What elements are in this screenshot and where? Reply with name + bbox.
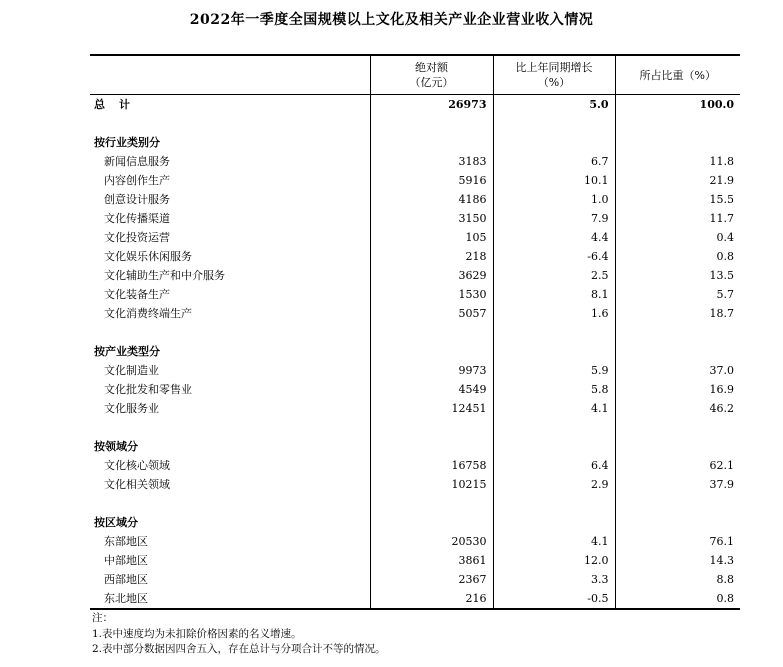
- page-title: 2022年一季度全国规模以上文化及相关产业企业营业收入情况: [189, 12, 594, 28]
- row-label: 文化辅助生产和中介服务: [104, 269, 225, 282]
- total-label: 总计: [94, 98, 144, 111]
- table-row: [90, 285, 740, 304]
- row-growth: -6.4: [493, 247, 615, 266]
- row-abs: 3629: [370, 266, 493, 285]
- section-title: 按领域分: [94, 440, 138, 453]
- row-label: 文化服务业: [104, 402, 159, 415]
- empty-cell: [615, 513, 740, 532]
- table-header-row: [90, 55, 740, 95]
- table-row: [90, 266, 740, 285]
- spacer-cell: [370, 418, 493, 437]
- row-share: 14.3: [615, 551, 740, 570]
- table-row: [90, 247, 740, 266]
- row-label: 中部地区: [104, 554, 148, 567]
- row-growth: -0.5: [493, 589, 615, 609]
- empty-cell: [493, 133, 615, 152]
- spacer-row: [90, 114, 740, 133]
- row-abs: 2367: [370, 570, 493, 589]
- row-label: 文化装备生产: [104, 288, 170, 301]
- row-abs: 5057: [370, 304, 493, 323]
- row-label: 文化娱乐休闲服务: [104, 250, 192, 263]
- row-abs: 105: [370, 228, 493, 247]
- row-label: 东部地区: [104, 535, 148, 548]
- empty-cell: [493, 437, 615, 456]
- row-growth: 4.4: [493, 228, 615, 247]
- row-abs: 20530: [370, 532, 493, 551]
- row-growth: 7.9: [493, 209, 615, 228]
- row-growth: 12.0: [493, 551, 615, 570]
- row-abs: 218: [370, 247, 493, 266]
- header-absolute-line1: 绝对额: [415, 61, 448, 74]
- spacer-cell: [90, 494, 370, 513]
- spacer-cell: [493, 418, 615, 437]
- row-label: 文化批发和零售业: [104, 383, 192, 396]
- total-growth: 5.0: [493, 95, 615, 115]
- row-abs: 12451: [370, 399, 493, 418]
- spacer-cell: [615, 114, 740, 133]
- row-abs: 3861: [370, 551, 493, 570]
- row-abs: 3183: [370, 152, 493, 171]
- spacer-row: [90, 323, 740, 342]
- row-abs: 216: [370, 589, 493, 609]
- section-title: 按行业类别分: [94, 136, 160, 149]
- row-label: 文化传播渠道: [104, 212, 170, 225]
- spacer-cell: [90, 323, 370, 342]
- table-row: [90, 171, 740, 190]
- total-row: [90, 95, 740, 115]
- row-growth: 1.6: [493, 304, 615, 323]
- row-share: 0.4: [615, 228, 740, 247]
- total-abs: 26973: [370, 95, 493, 115]
- row-growth: 5.8: [493, 380, 615, 399]
- table-row: [90, 532, 740, 551]
- row-growth: 6.7: [493, 152, 615, 171]
- row-share: 11.8: [615, 152, 740, 171]
- empty-cell: [370, 513, 493, 532]
- table-row: [90, 570, 740, 589]
- spacer-cell: [615, 494, 740, 513]
- table-row: [90, 228, 740, 247]
- spacer-cell: [615, 323, 740, 342]
- row-growth: 8.1: [493, 285, 615, 304]
- table-row: [90, 551, 740, 570]
- header-growth-line1: 比上年同期增长: [515, 61, 593, 74]
- row-abs: 16758: [370, 456, 493, 475]
- total-share: 100.0: [615, 95, 740, 115]
- section-header-row: [90, 437, 740, 456]
- row-share: 37.9: [615, 475, 740, 494]
- table-row: [90, 475, 740, 494]
- row-share: 62.1: [615, 456, 740, 475]
- spacer-row: [90, 418, 740, 437]
- spacer-cell: [370, 323, 493, 342]
- row-share: 37.0: [615, 361, 740, 380]
- empty-cell: [493, 342, 615, 361]
- row-growth: 2.5: [493, 266, 615, 285]
- row-abs: 4549: [370, 380, 493, 399]
- row-growth: 5.9: [493, 361, 615, 380]
- row-label: 文化核心领域: [104, 459, 170, 472]
- row-share: 76.1: [615, 532, 740, 551]
- section-title: 按产业类型分: [94, 345, 160, 358]
- revenue-table: [90, 54, 740, 610]
- spacer-cell: [370, 114, 493, 133]
- row-growth: 4.1: [493, 399, 615, 418]
- section-header-row: [90, 133, 740, 152]
- row-label: 文化相关领域: [104, 478, 170, 491]
- spacer-cell: [615, 418, 740, 437]
- row-abs: 10215: [370, 475, 493, 494]
- row-growth: 4.1: [493, 532, 615, 551]
- row-share: 21.9: [615, 171, 740, 190]
- empty-cell: [615, 342, 740, 361]
- row-share: 16.9: [615, 380, 740, 399]
- row-share: 8.8: [615, 570, 740, 589]
- spacer-cell: [90, 418, 370, 437]
- empty-cell: [370, 342, 493, 361]
- row-share: 46.2: [615, 399, 740, 418]
- footnotes: [92, 611, 386, 658]
- row-label: 创意设计服务: [104, 193, 170, 206]
- spacer-cell: [370, 494, 493, 513]
- header-absolute-value: [370, 55, 493, 95]
- section-title: 按区域分: [94, 516, 138, 529]
- spacer-cell: [493, 323, 615, 342]
- table-row: [90, 209, 740, 228]
- section-header-row: [90, 513, 740, 532]
- empty-cell: [370, 437, 493, 456]
- row-label: 文化制造业: [104, 364, 159, 377]
- note-2: 2.表中部分数据因四舍五入，存在总计与分项合计不等的情况。: [92, 643, 386, 655]
- row-abs: 5916: [370, 171, 493, 190]
- table-row: [90, 456, 740, 475]
- table-row: [90, 361, 740, 380]
- header-absolute-line2: （亿元）: [409, 76, 454, 89]
- empty-cell: [493, 513, 615, 532]
- note-1: 1.表中速度均为未扣除价格因素的名义增速。: [92, 627, 302, 640]
- row-abs: 1530: [370, 285, 493, 304]
- spacer-cell: [493, 494, 615, 513]
- row-share: 5.7: [615, 285, 740, 304]
- table-row: [90, 399, 740, 418]
- table-row: [90, 380, 740, 399]
- row-growth: 6.4: [493, 456, 615, 475]
- row-growth: 1.0: [493, 190, 615, 209]
- row-share: 13.5: [615, 266, 740, 285]
- row-share: 0.8: [615, 589, 740, 609]
- table-row: [90, 190, 740, 209]
- spacer-row: [90, 494, 740, 513]
- row-growth: 10.1: [493, 171, 615, 190]
- row-label: 文化投资运营: [104, 231, 170, 244]
- header-growth-line2: （%）: [537, 76, 571, 89]
- row-label: 文化消费终端生产: [104, 307, 192, 320]
- row-share: 18.7: [615, 304, 740, 323]
- empty-cell: [615, 437, 740, 456]
- notes-label: 注：: [92, 612, 113, 624]
- row-abs: 9973: [370, 361, 493, 380]
- table-row: [90, 589, 740, 609]
- spacer-cell: [493, 114, 615, 133]
- row-label: 内容创作生产: [104, 174, 170, 187]
- row-growth: 3.3: [493, 570, 615, 589]
- row-share: 15.5: [615, 190, 740, 209]
- section-header-row: [90, 342, 740, 361]
- row-share: 0.8: [615, 247, 740, 266]
- row-growth: 2.9: [493, 475, 615, 494]
- table-body: [90, 95, 740, 610]
- row-label: 西部地区: [104, 573, 148, 586]
- empty-cell: [615, 133, 740, 152]
- spacer-cell: [90, 114, 370, 133]
- row-abs: 4186: [370, 190, 493, 209]
- row-label: 新闻信息服务: [104, 155, 170, 168]
- header-category: [90, 55, 370, 95]
- header-share: 所占比重（%）: [615, 55, 740, 95]
- row-abs: 3150: [370, 209, 493, 228]
- row-share: 11.7: [615, 209, 740, 228]
- empty-cell: [370, 133, 493, 152]
- table-row: [90, 304, 740, 323]
- row-label: 东北地区: [90, 589, 370, 609]
- header-growth: [493, 55, 615, 95]
- table-row: [90, 152, 740, 171]
